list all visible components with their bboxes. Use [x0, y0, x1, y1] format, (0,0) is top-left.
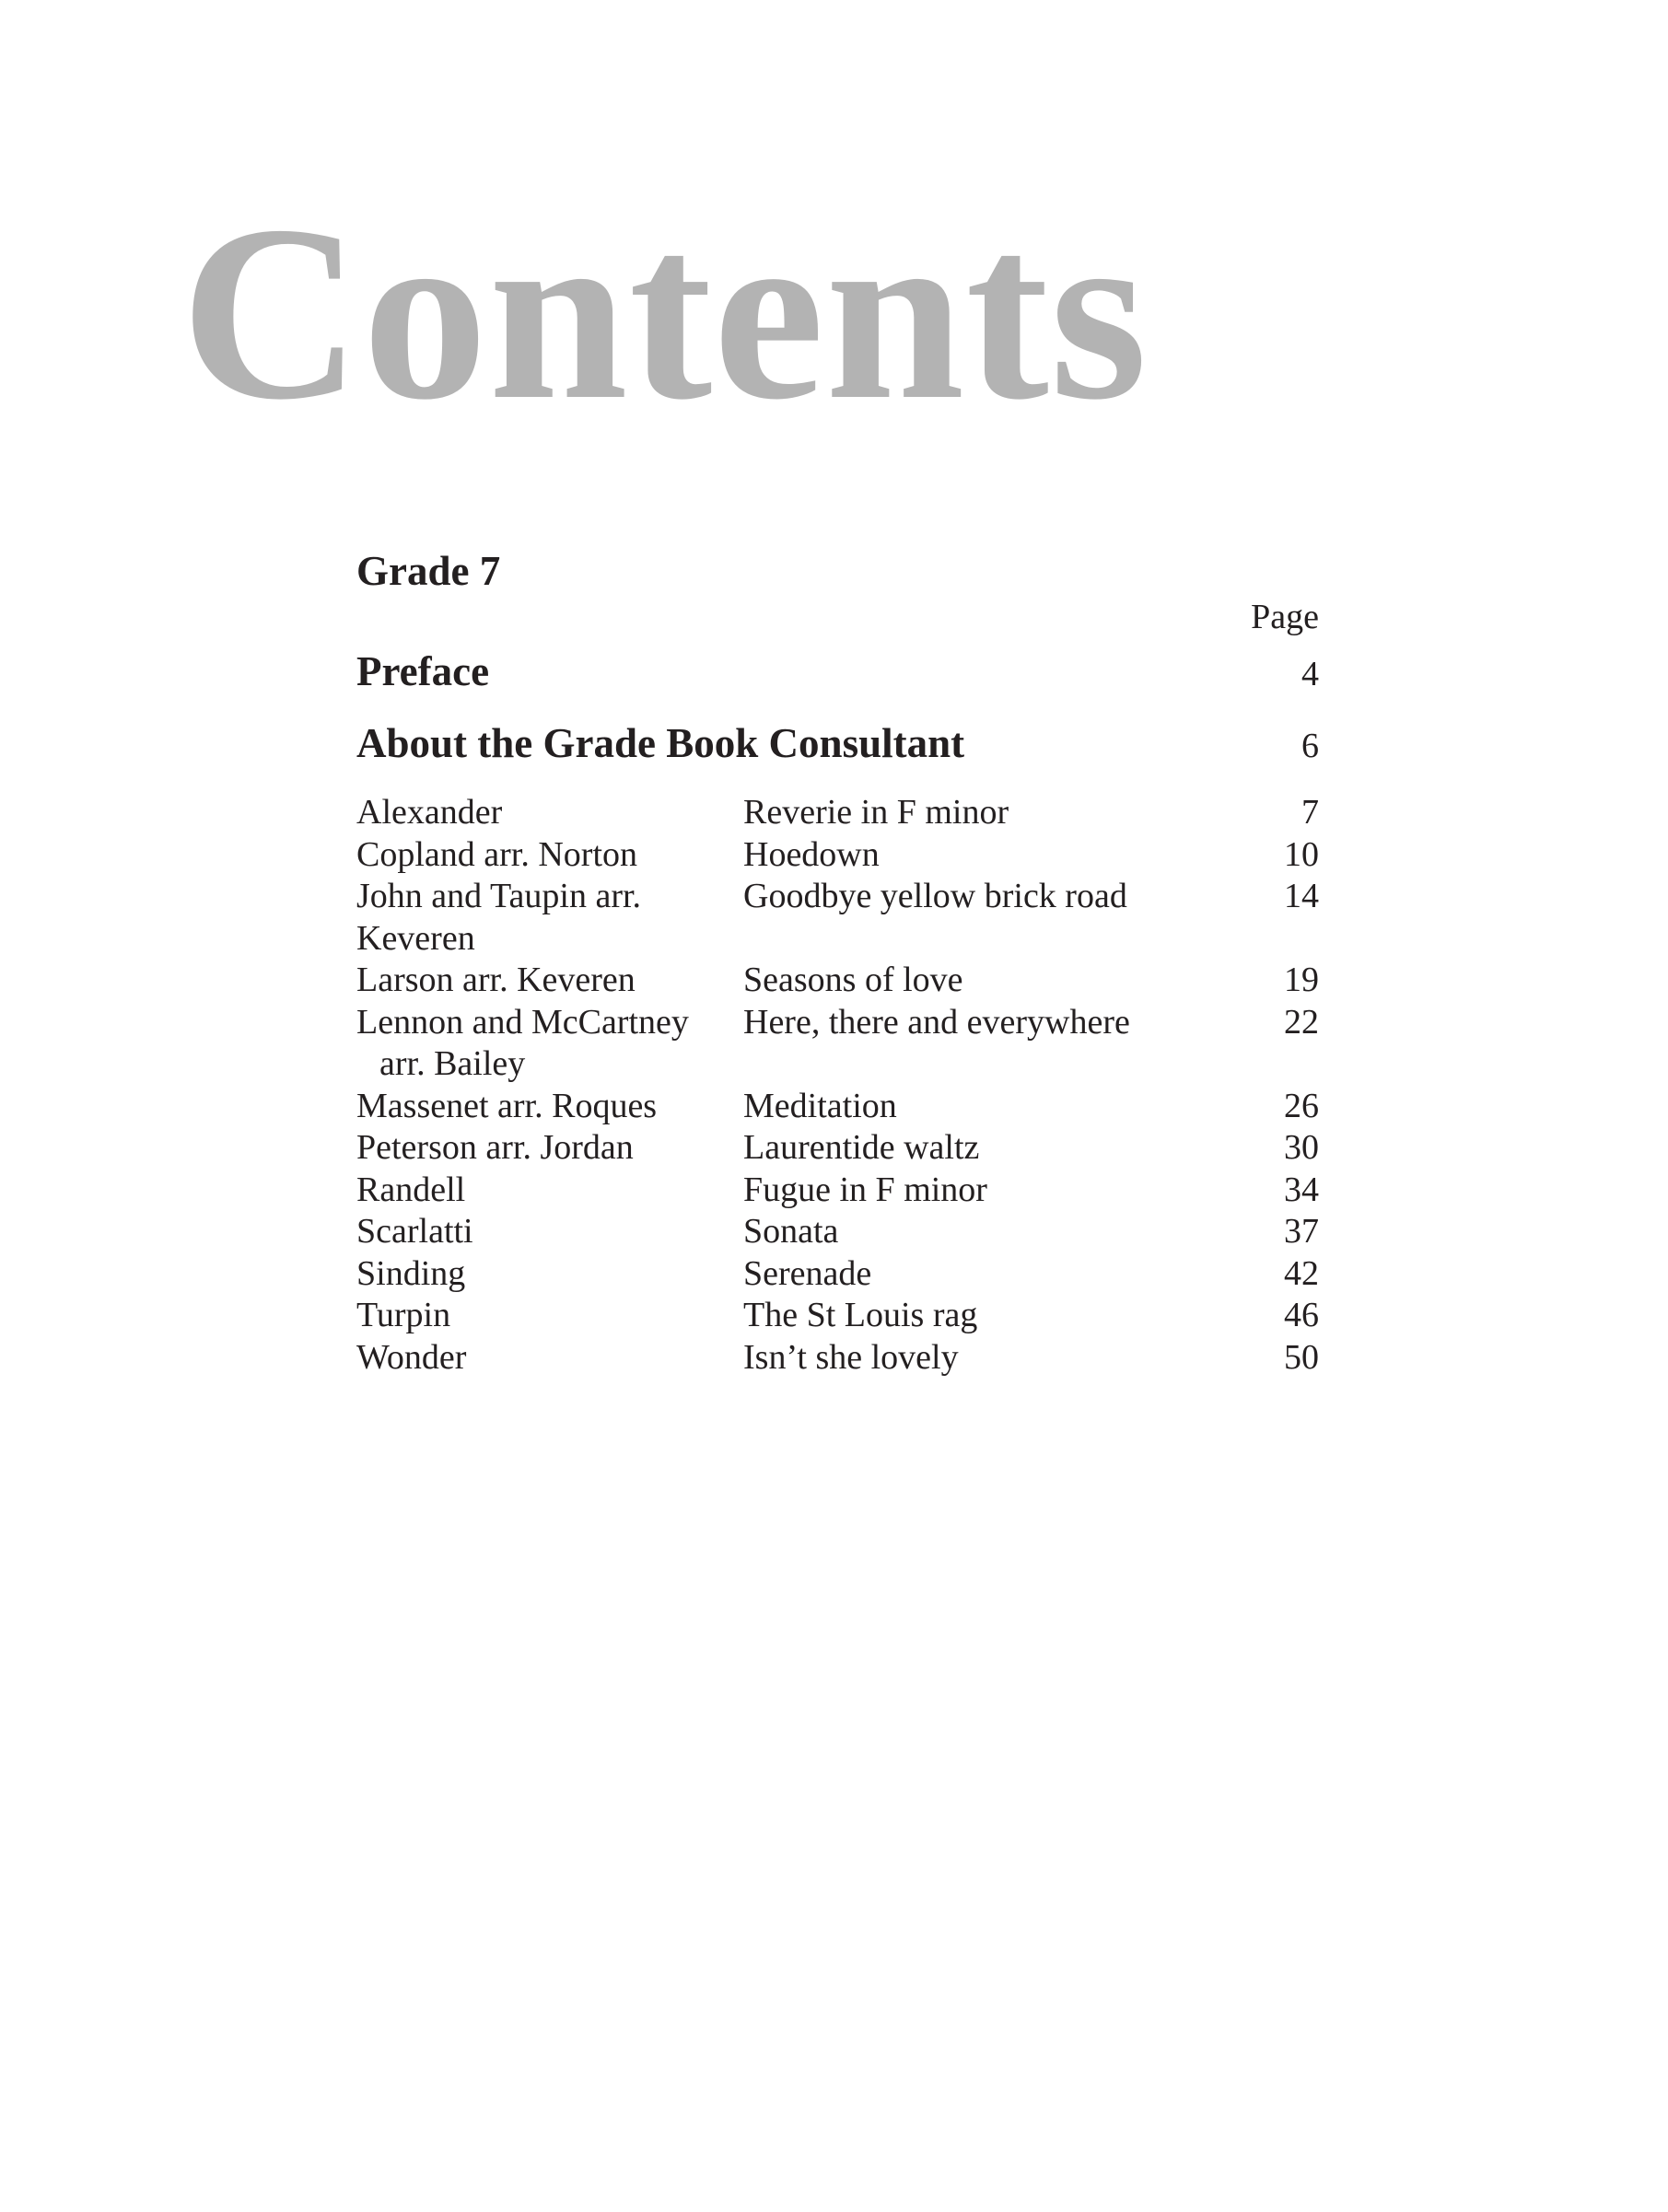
contents-entry-row	[356, 1295, 1319, 1337]
contents-entry-row	[356, 834, 1319, 877]
composer-cell	[356, 960, 743, 1002]
contents-entry-row	[356, 1211, 1319, 1253]
composer-name: Wonder	[356, 1337, 467, 1377]
composer-name: Turpin	[356, 1296, 451, 1334]
composer-name: John and Taupin arr. Keveren	[356, 877, 642, 958]
composer-name: Lennon and McCartney	[356, 1002, 689, 1042]
piece-title: Goodbye yellow brick road	[743, 877, 1127, 915]
entry-page-number: 37	[1284, 1212, 1319, 1251]
grade-section-heading: Grade 7	[356, 548, 501, 594]
composer-cell	[356, 1127, 743, 1170]
contents-entry-row	[356, 1337, 1319, 1380]
entry-page-number: 34	[1284, 1170, 1319, 1209]
entry-page-number: 30	[1284, 1128, 1319, 1167]
composer-name: Copland arr. Norton	[356, 834, 638, 874]
front-matter-row-preface	[356, 648, 1319, 696]
composer-name: Peterson arr. Jordan	[356, 1128, 634, 1167]
contents-entry-row	[356, 876, 1319, 960]
about-consultant-label: About the Grade Book Consultant	[356, 720, 965, 766]
composer-cell	[356, 876, 743, 960]
composer-name: Randell	[356, 1170, 466, 1209]
entry-page-number: 46	[1284, 1296, 1319, 1334]
entry-page-number: 10	[1284, 834, 1319, 874]
piece-title: Seasons of love	[743, 960, 963, 999]
contents-entry-row	[356, 792, 1319, 834]
piece-title: Meditation	[743, 1086, 897, 1125]
composer-cell	[356, 792, 743, 834]
entries-list	[356, 792, 1319, 1379]
composer-cell	[356, 1211, 743, 1253]
contents-entry-row	[356, 1086, 1319, 1128]
composer-name: Massenet arr. Roques	[356, 1086, 658, 1125]
composer-cell	[356, 1337, 743, 1380]
entry-page-number: 50	[1284, 1337, 1319, 1377]
piece-title: Hoedown	[743, 834, 880, 874]
composer-cell	[356, 1086, 743, 1128]
piece-title: Isn’t she lovely	[743, 1337, 959, 1377]
composer-arranger-line: arr. Bailey	[379, 1044, 526, 1083]
composer-cell	[356, 1295, 743, 1337]
composer-name: Alexander	[356, 793, 503, 832]
entry-page-number: 42	[1284, 1253, 1319, 1293]
preface-label: Preface	[356, 648, 490, 694]
page-title: Contents	[181, 174, 1149, 451]
composer-name: Scarlatti	[356, 1212, 473, 1251]
piece-title: Sonata	[743, 1212, 839, 1251]
piece-title: Fugue in F minor	[743, 1170, 987, 1209]
page-column-header: Page	[1251, 598, 1319, 636]
piece-title: Here, there and everywhere	[743, 1002, 1130, 1042]
composer-name: Larson arr. Keveren	[356, 960, 636, 999]
piece-title: The St Louis rag	[743, 1296, 978, 1334]
preface-page-number: 4	[1301, 655, 1319, 693]
entry-page-number: 26	[1284, 1086, 1319, 1125]
contents-entry-row	[356, 1253, 1319, 1296]
piece-title: Reverie in F minor	[743, 793, 1009, 832]
contents-entry-row	[356, 960, 1319, 1002]
piece-title: Serenade	[743, 1253, 872, 1293]
composer-cell	[356, 834, 743, 877]
entry-page-number: 19	[1284, 960, 1319, 999]
piece-title: Laurentide waltz	[743, 1128, 980, 1167]
about-consultant-page-number: 6	[1301, 727, 1319, 765]
entry-page-number: 14	[1284, 877, 1319, 915]
front-matter-row-about	[356, 720, 1319, 768]
composer-cell	[356, 1253, 743, 1296]
composer-cell	[356, 1170, 743, 1212]
composer-name: Sinding	[356, 1253, 466, 1293]
composer-cell	[356, 1002, 743, 1086]
entry-page-number: 22	[1284, 1002, 1319, 1042]
contents-entry-row	[356, 1170, 1319, 1212]
contents-entry-row	[356, 1002, 1319, 1086]
entry-page-number: 7	[1301, 793, 1319, 832]
contents-entry-row	[356, 1127, 1319, 1170]
